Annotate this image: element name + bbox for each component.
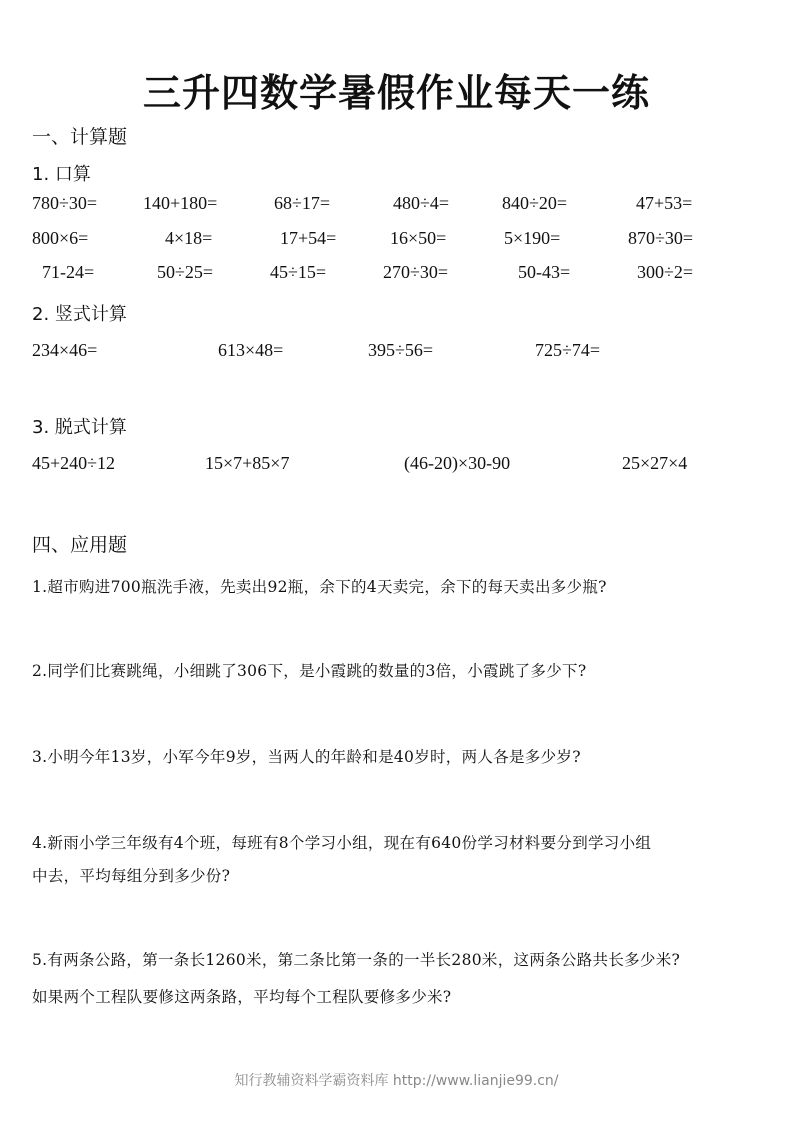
subheading-stepwise: 3. 脱式计算	[32, 417, 127, 438]
word-problem-5-line2: 如果两个工程队要修这两条路，平均每个工程队要修多少米?	[32, 988, 452, 1006]
oral-problem: 45÷15=	[270, 262, 327, 282]
oral-problem: 300÷2=	[637, 262, 694, 282]
oral-problem: 47+53=	[636, 193, 693, 213]
word-problem-4-line1: 4.新雨小学三年级有4个班，每班有8个学习小组，现在有640份学习材料要分到学习小组	[32, 834, 652, 852]
oral-problem: 270÷30=	[383, 262, 449, 282]
oral-problem: 840÷20=	[502, 193, 568, 213]
oral-problem: 800×6=	[32, 228, 89, 248]
oral-problem: 71-24=	[42, 262, 95, 282]
word-problem-3: 3.小明今年13岁，小军今年9岁，当两人的年龄和是40岁时，两人各是多少岁?	[32, 748, 581, 766]
vertical-problem: 725÷74=	[535, 340, 601, 360]
oral-problem: 4×18=	[165, 228, 213, 248]
word-problem-5-line1: 5.有两条公路，第一条长1260米，第二条比第一条的一半长280米，这两条公路共长多少米?	[32, 951, 681, 969]
word-problem-2: 2.同学们比赛跳绳，小细跳了306下，是小霞跳的数量的3倍，小霞跳了多少下?	[32, 662, 587, 680]
vertical-problem: 613×48=	[218, 340, 284, 360]
oral-problem: 780÷30=	[32, 193, 98, 213]
stepwise-problem: (46-20)×30-90	[404, 453, 511, 473]
oral-problem: 480÷4=	[393, 193, 450, 213]
vertical-problem: 234×46=	[32, 340, 98, 360]
section-heading-word-problems: 四、应用题	[32, 534, 128, 556]
footer-source: 知行教辅资料学霸资料库 http://www.lianjie99.cn/	[234, 1073, 559, 1089]
page-title: 三升四数学暑假作业每天一练	[142, 71, 650, 115]
oral-problem: 870÷30=	[628, 228, 694, 248]
subheading-vertical: 2. 竖式计算	[32, 304, 127, 325]
stepwise-problem: 15×7+85×7	[205, 453, 290, 473]
word-problem-4-line2: 中去，平均每组分到多少份?	[32, 867, 231, 885]
section-heading-calculation: 一、计算题	[32, 126, 128, 148]
oral-problem: 50÷25=	[157, 262, 214, 282]
oral-problem: 140+180=	[143, 193, 218, 213]
oral-problem: 68÷17=	[274, 193, 331, 213]
vertical-problem: 395÷56=	[368, 340, 434, 360]
subheading-oral: 1. 口算	[32, 164, 91, 185]
oral-problem: 50-43=	[518, 262, 571, 282]
oral-problem: 5×190=	[504, 228, 561, 248]
stepwise-problem: 25×27×4	[622, 453, 688, 473]
stepwise-problem: 45+240÷12	[32, 453, 116, 473]
oral-problem: 17+54=	[280, 228, 337, 248]
word-problem-1: 1.超市购进700瓶洗手液，先卖出92瓶，余下的4天卖完，余下的每天卖出多少瓶?	[32, 578, 607, 596]
oral-problem: 16×50=	[390, 228, 447, 248]
